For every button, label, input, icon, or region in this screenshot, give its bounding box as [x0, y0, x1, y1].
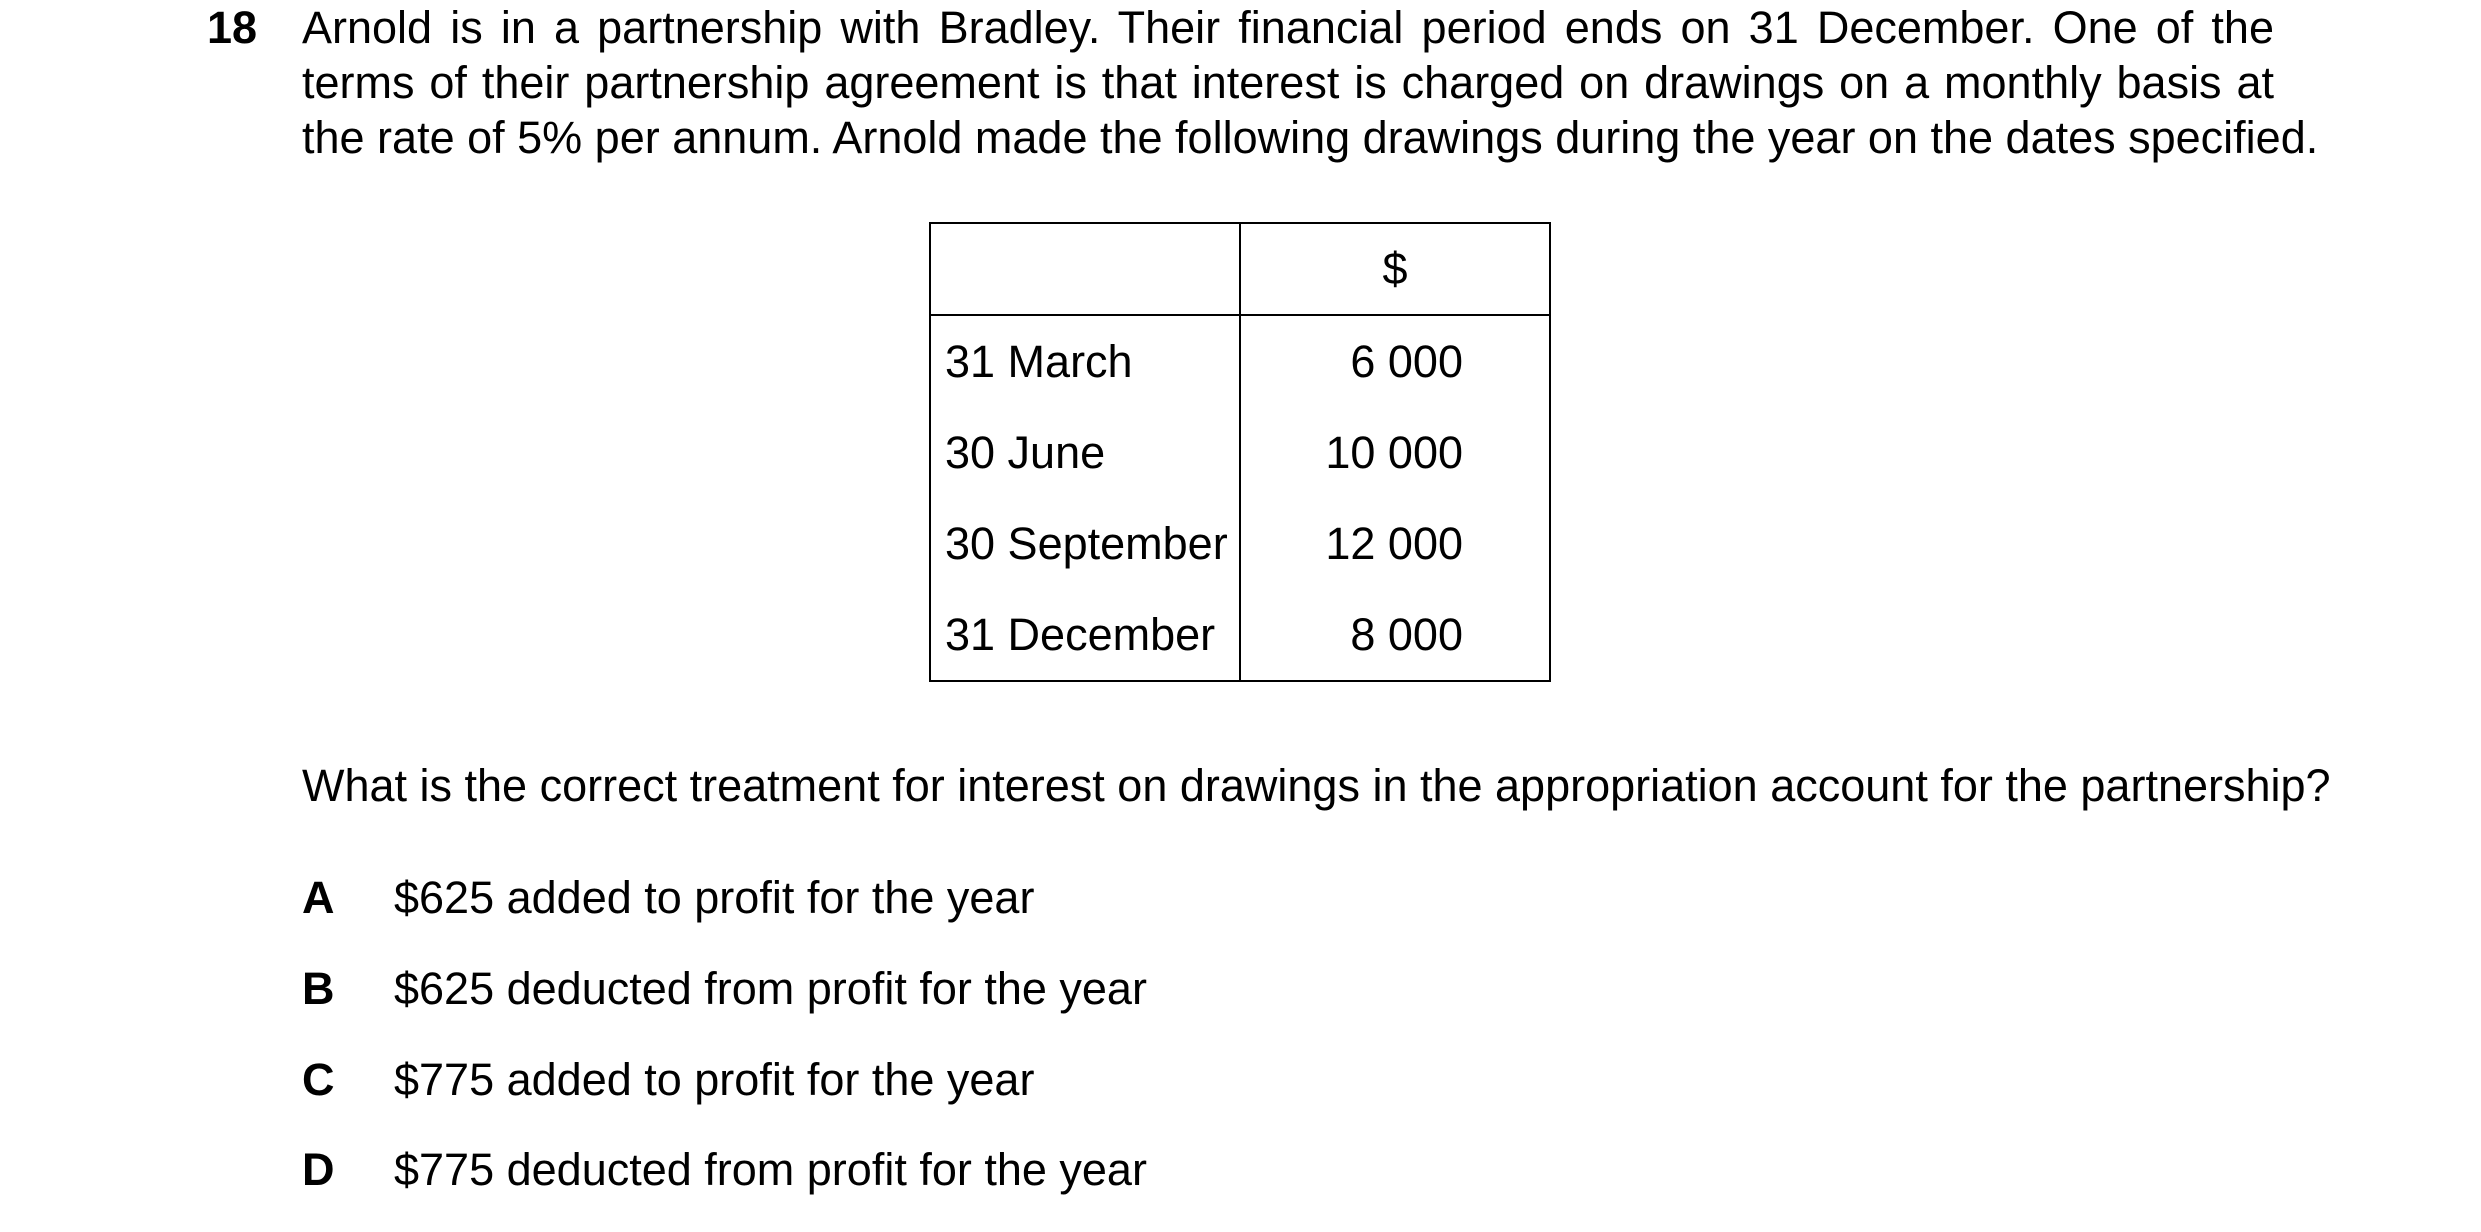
drawing-amount: 10 000 — [1240, 407, 1550, 498]
option-text: $625 deducted from profit for the year — [394, 963, 1147, 1014]
stem-line: terms of their partnership agreement is that interest is charged on drawings on a monthly basis at — [302, 57, 2274, 108]
option-letter: C — [302, 1054, 335, 1105]
drawings-table — [929, 222, 1551, 682]
stem-line: Arnold is in a partnership with Bradley. Their financial period ends on 31 December. One of the — [302, 2, 2274, 53]
option-text: $625 added to profit for the year — [394, 872, 1035, 923]
answer-option-c — [302, 1052, 1034, 1107]
currency-column-header: $ — [1240, 223, 1550, 315]
drawing-date: 31 March — [930, 315, 1240, 407]
answer-option-d — [302, 1142, 1147, 1197]
drawing-amount: 6 000 — [1240, 315, 1550, 407]
option-text: $775 deducted from profit for the year — [394, 1144, 1147, 1195]
option-letter: D — [302, 1144, 335, 1195]
table-header-row — [930, 223, 1550, 315]
stem-line: the rate of 5% per annum. Arnold made the following drawings during the year on the dates specified. — [302, 112, 2319, 163]
table-row — [930, 407, 1550, 498]
question-number: 18 — [207, 2, 258, 53]
drawing-date: 31 December — [930, 589, 1240, 681]
drawing-date: 30 September — [930, 498, 1240, 589]
table-row — [930, 315, 1550, 407]
question-stem — [302, 0, 2319, 165]
answer-option-a — [302, 870, 1034, 925]
question-prompt: What is the correct treatment for interest on drawings in the appropriation account for the partnership? — [302, 760, 2331, 811]
option-letter: B — [302, 963, 335, 1014]
date-column-header — [930, 223, 1240, 315]
table-row — [930, 589, 1550, 681]
drawing-amount: 8 000 — [1240, 589, 1550, 681]
option-text: $775 added to profit for the year — [394, 1054, 1035, 1105]
table-row — [930, 498, 1550, 589]
drawing-date: 30 June — [930, 407, 1240, 498]
answer-option-b — [302, 961, 1147, 1016]
drawing-amount: 12 000 — [1240, 498, 1550, 589]
option-letter: A — [302, 872, 335, 923]
